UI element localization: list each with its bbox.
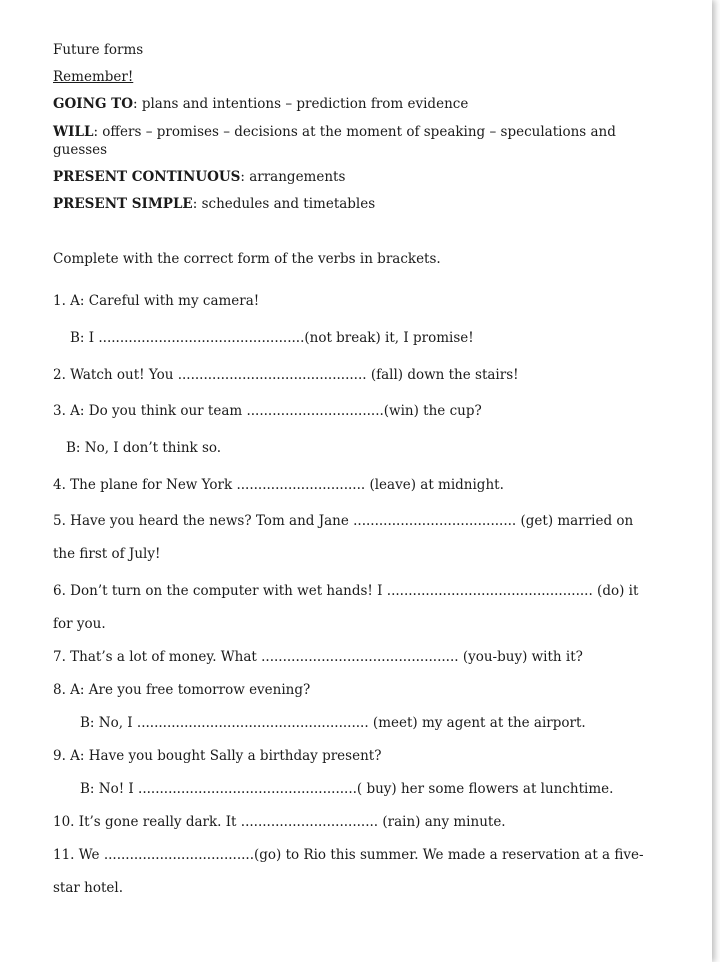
exercise-10: 10. It’s gone really dark. It ................................ (rain) any minute. [53,814,506,830]
exercise-6: 6. Don’t turn on the computer with wet hands! I ................................................ (do) it [53,583,639,599]
rule-present-simple [53,195,375,213]
exercise-1a: 1. A: Careful with my camera! [53,293,260,309]
exercise-11-continued: star hotel. [53,880,123,896]
page-title: Future forms [53,42,144,58]
exercise-3b: B: No, I don’t think so. [66,440,222,456]
exercise-2: 2. Watch out! You ............................................ (fall) down the stairs! [53,367,519,383]
exercise-9a: 9. A: Have you bought Sally a birthday present? [53,748,382,764]
rule-term: WILL [53,124,94,140]
exercise-4: 4. The plane for New York .............................. (leave) at midnight. [53,477,504,493]
rule-description: : schedules and timetables [192,196,376,212]
rule-term: PRESENT SIMPLE [53,196,193,212]
exercise-5-continued: the first of July! [53,546,161,562]
rule-will [53,123,616,141]
rule-will-continued: guesses [53,142,108,158]
exercise-11: 11. We ...................................(go) to Rio this summer. We made a reservation at a five- [53,847,644,863]
rule-description: : plans and intentions – prediction from evidence [132,96,469,112]
exercise-7: 7. That’s a lot of money. What .............................................. (you-buy) with it? [53,649,583,665]
rule-description: : offers – promises – decisions at the moment of speaking – speculations and [93,124,616,140]
rule-present-continuous [53,168,345,186]
exercise-8b: B: No, I ...................................................... (meet) my agent at the airport. [80,715,586,731]
exercise-9b: B: No! I ...................................................( buy) her some flowers at lunchtime. [80,781,614,797]
rule-term: PRESENT CONTINUOUS [53,169,241,185]
exercise-8a: 8. A: Are you free tomorrow evening? [53,682,311,698]
instruction: Complete with the correct form of the verbs in brackets. [53,251,441,267]
exercise-3a: 3. A: Do you think our team ................................(win) the cup? [53,403,482,419]
exercise-1b: B: I ................................................(not break) it, I promise! [70,330,474,346]
rule-term: GOING TO [53,96,133,112]
rule-description: : arrangements [240,169,346,185]
exercise-6-continued: for you. [53,616,106,632]
rule-going-to [53,95,468,113]
remember-heading: Remember! [53,69,134,85]
exercise-5: 5. Have you heard the news? Tom and Jane ...................................... (get) married on [53,513,634,529]
